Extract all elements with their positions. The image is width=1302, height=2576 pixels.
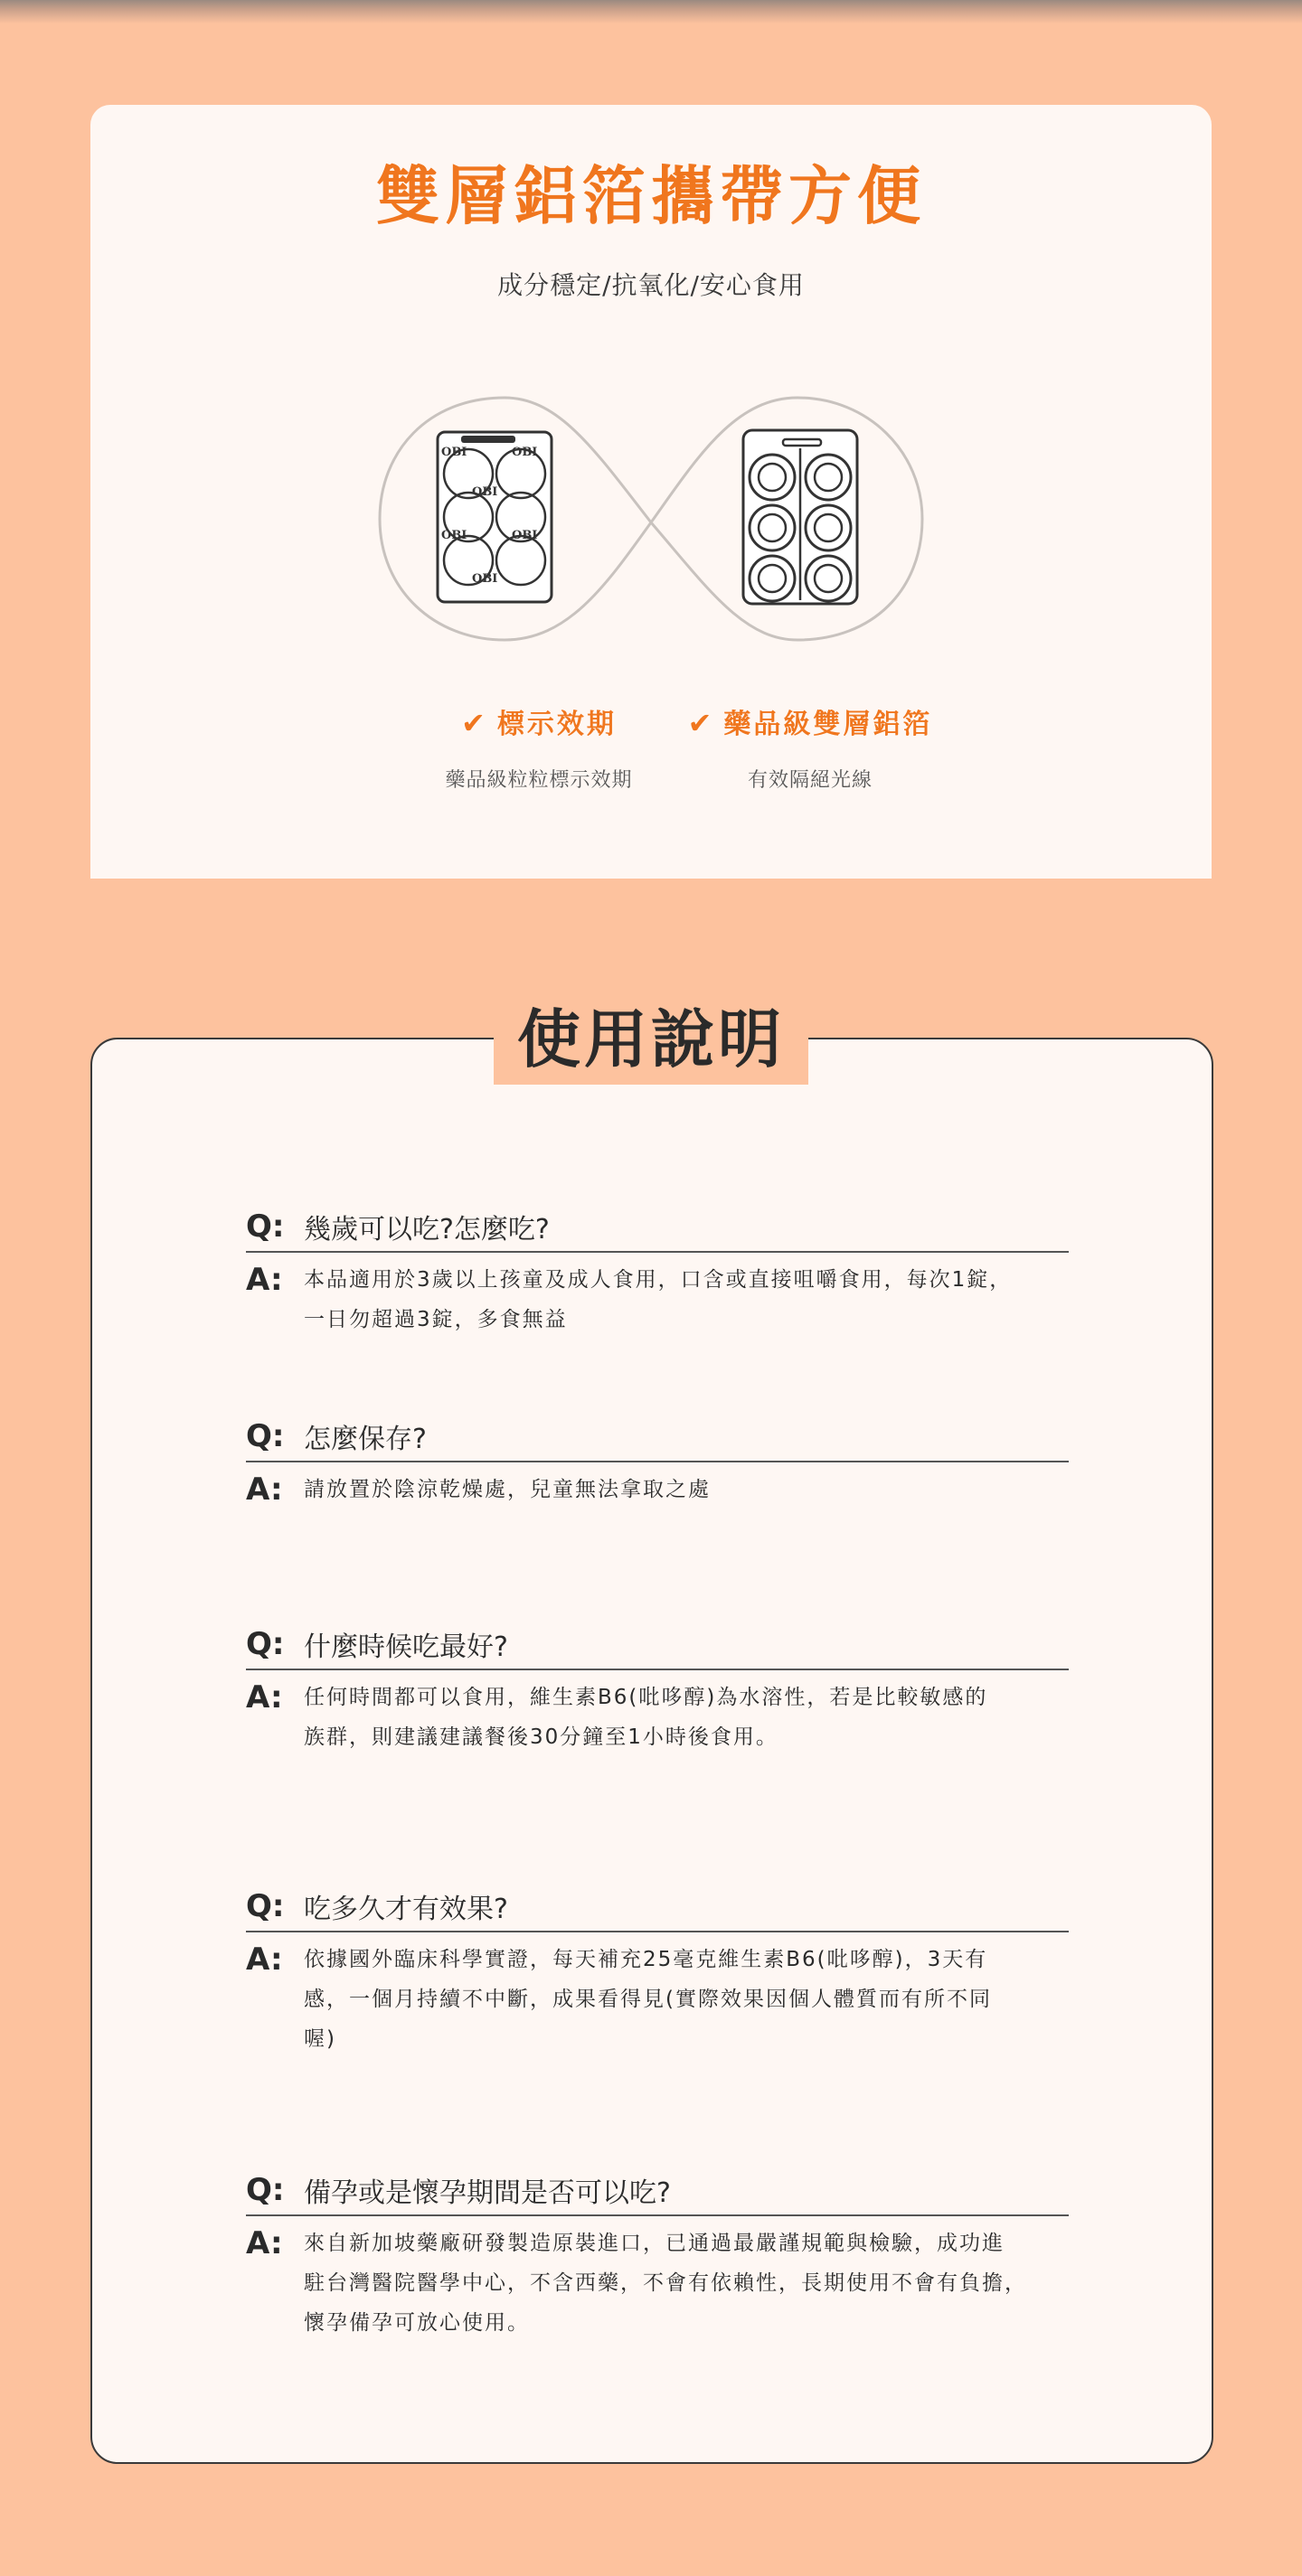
check-icon: ✔ [687, 706, 715, 740]
top-shadow [0, 0, 1302, 24]
answer-text: 請放置於陰涼乾燥處，兒童無法拿取之處 [304, 1478, 711, 1501]
instructions-title: 使用說明 [494, 994, 808, 1085]
answer-text: 來自新加坡藥廠研發製造原裝進口，已通過最嚴謹規範與檢驗，成功進 駐台灣醫院醫學中心，不含西藥，不會有依賴性，長期使用不會有負擔， 懷孕備孕可放心使用。 [304, 2232, 1027, 2335]
answer-text: 任何時間都可以食用，維生素B6(吡哆醇)為水溶性，若是比較敏感的 族群，則建議建議餐後30分鐘至1小時後食用。 [304, 1686, 988, 1749]
svg-text:OBI: OBI [512, 529, 538, 542]
feature-title: 標示效期 [496, 709, 617, 740]
svg-text:OBI: OBI [441, 446, 467, 459]
svg-text:OBI: OBI [472, 485, 498, 499]
faq-item [246, 1412, 1069, 1509]
question-text: 幾歲可以吃?怎麼吃? [304, 1214, 550, 1246]
faq-item [246, 2166, 1069, 2343]
svg-text:OBI: OBI [512, 446, 538, 459]
question-mark-label: Q: [246, 1418, 285, 1454]
blister-pack-illustration [378, 396, 924, 642]
question-mark-label: Q: [246, 1626, 285, 1662]
feature-desc: 有效隔絕光線 [747, 769, 873, 792]
question-text: 什麼時候吃最好? [304, 1631, 508, 1663]
blister-front [743, 430, 857, 604]
question-text: 怎麼保存? [304, 1424, 427, 1455]
answer-mark-label: A: [246, 1262, 283, 1298]
question-text: 備孕或是懷孕期間是否可以吃? [304, 2177, 671, 2209]
answer-mark-label: A: [246, 1679, 283, 1716]
packaging-card [90, 105, 1212, 879]
question-mark-label: Q: [246, 2172, 285, 2208]
feature-foil [647, 701, 973, 793]
question-text: 吃多久才有效果? [304, 1894, 508, 1925]
blister-back [438, 432, 552, 602]
question-mark-label: Q: [246, 1208, 285, 1245]
faq-item [246, 1620, 1069, 1757]
faq-item [246, 1202, 1069, 1340]
faq-item [246, 1882, 1069, 2059]
feature-desc: 藥品級粒粒標示效期 [445, 769, 633, 792]
packaging-subtitle: 成分穩定/抗氧化/安心食用 [497, 270, 805, 300]
answer-mark-label: A: [246, 1471, 283, 1508]
svg-text:OBI: OBI [441, 529, 467, 542]
check-icon: ✔ [461, 706, 488, 740]
feature-title: 藥品級雙層鋁箔 [723, 709, 933, 740]
question-mark-label: Q: [246, 1888, 285, 1924]
answer-mark-label: A: [246, 2225, 283, 2261]
answer-mark-label: A: [246, 1941, 283, 1978]
answer-text: 本品適用於3歲以上孩童及成人食用，口含或直接咀嚼食用，每次1錠， 一日勿超過3錠，多食無益 [304, 1268, 1013, 1331]
packaging-title: 雙層鋁箔攜帶方便 [376, 159, 926, 233]
svg-text:OBI: OBI [472, 572, 498, 586]
answer-text: 依據國外臨床科學實證，每天補充25毫克維生素B6(吡哆醇)，3天有 感，一個月持續不中斷，成果看得見(實際效果因個人體質而有所不同 喔) [304, 1948, 992, 2051]
